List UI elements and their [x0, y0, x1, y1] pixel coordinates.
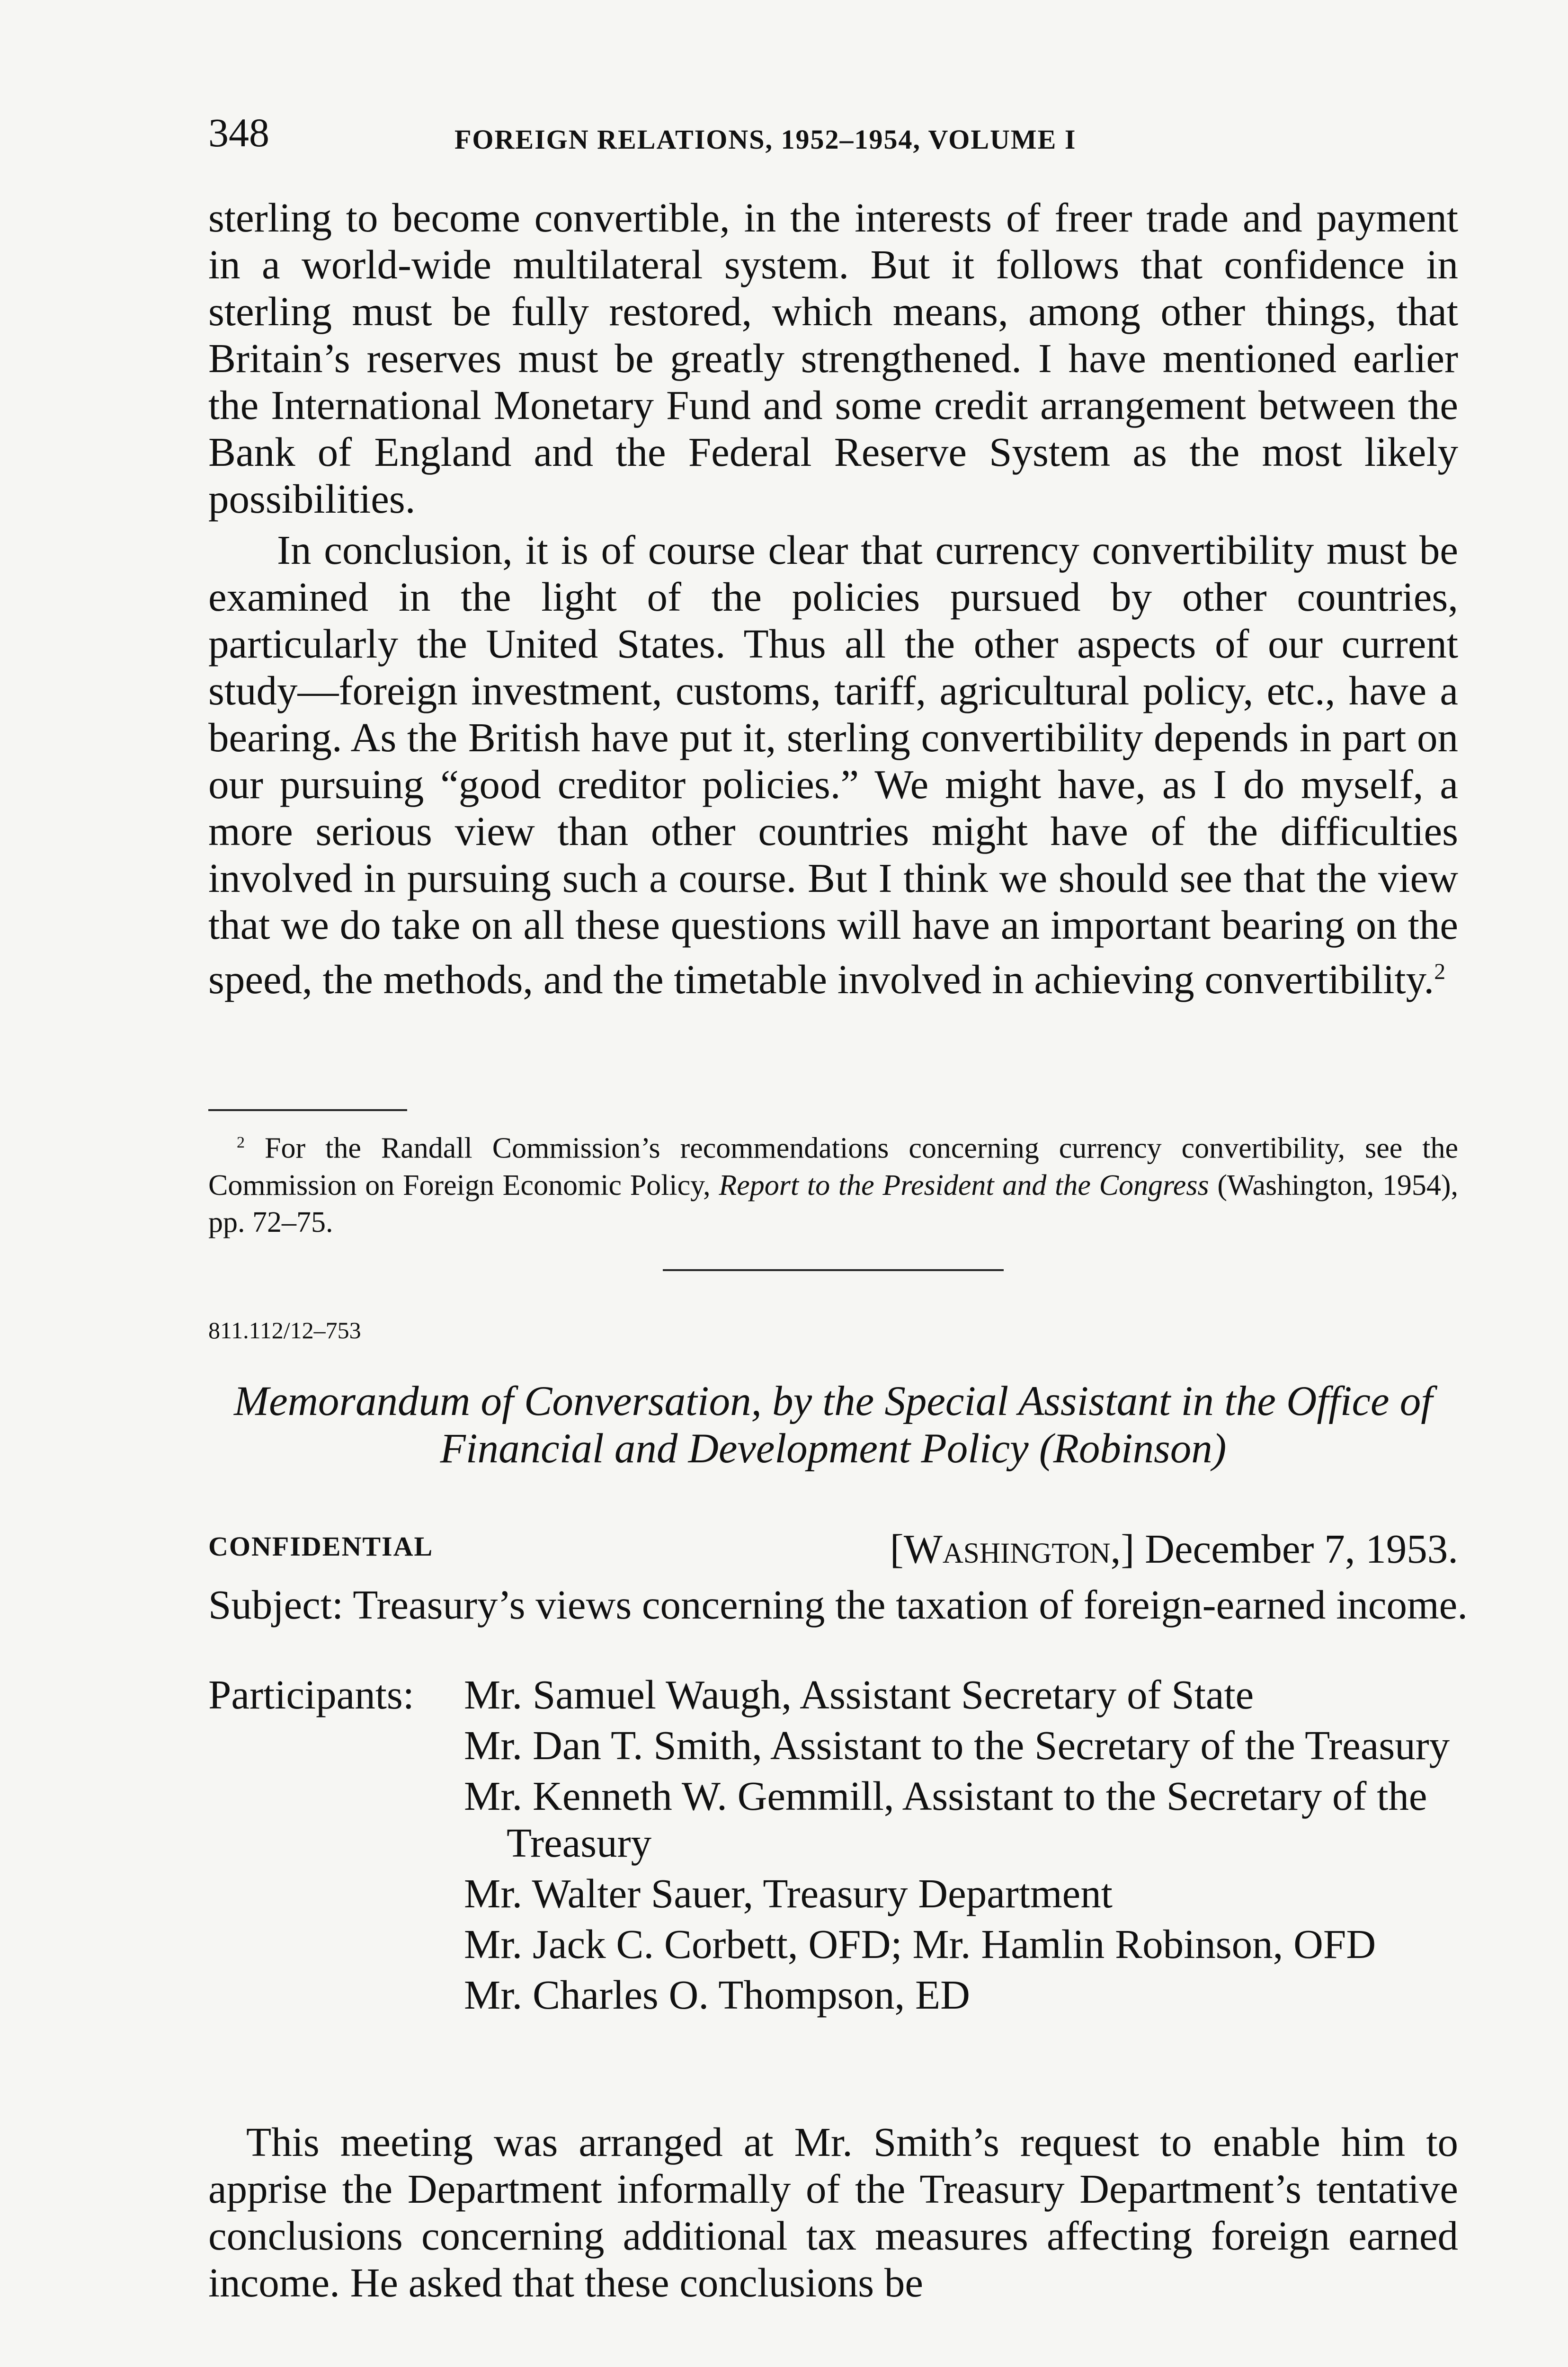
participant: Mr. Walter Sauer, Treasury Department [464, 1870, 1113, 1916]
place: [Washington,] [890, 1526, 1135, 1572]
footnote-text-before: For the Randall Commission’s recommendations concerning currency convertibility, see the Commission on Foreign Economic Policy, [208, 1132, 1459, 1201]
document-title: Memorandum of Conversation, by the Special Assistant in the Office of Financial and Development Policy (Robinson) [233, 1378, 1433, 1472]
footnote [208, 1124, 1458, 1241]
participant: Mr. Jack C. Corbett, OFD; Mr. Hamlin Robinson, OFD [464, 1921, 1376, 1967]
paragraph-1: sterling to become convertible, in the interests of freer trade and payment in a world-wide multilateral system. But it follows that confidence in sterling must be fully restored, which means, among other things, that Britain’s reserves must be greatly strengthened. I have mentioned earlier the International Monetary Fund and some credit arrangement between the Bank of England and the Federal Reserve System as the most likely possibilities. [208, 195, 1458, 522]
paragraph-2 [208, 526, 1458, 1003]
date-line [890, 1525, 1458, 1572]
page-header [208, 109, 1458, 166]
participant: Mr. Charles O. Thompson, ED [464, 1972, 970, 2018]
file-number: 811.112/12–753 [208, 1317, 361, 1344]
section-divider [663, 1269, 1004, 1271]
participants-label: Participants: [208, 1672, 414, 1717]
running-head: FOREIGN RELATIONS, 1952–1954, VOLUME I [454, 124, 1077, 155]
paragraph-3: This meeting was arranged at Mr. Smith’s request to enable him to apprise the Department informally of the Treasury Department’s tentative conclusions concerning additional tax measures affecting foreign earned income. He asked that these conclusions be [208, 2119, 1458, 2305]
participant: Mr. Samuel Waugh, Assistant Secretary of State [464, 1672, 1254, 1717]
participant: Mr. Kenneth W. Gemmill, Assistant to the Secretary of the Treasury [464, 1773, 1427, 1866]
date: December 7, 1953. [1145, 1526, 1458, 1572]
classification-label: CONFIDENTIAL [208, 1531, 434, 1562]
footnote-reference: 2 [1434, 959, 1446, 984]
footnote-italic-title: Report to the President and the Congress [719, 1169, 1209, 1201]
page-number: 348 [208, 110, 269, 155]
footnote-divider [208, 1109, 407, 1111]
participant-list [464, 1671, 1458, 2022]
participant: Mr. Dan T. Smith, Assistant to the Secretary of the Treasury [464, 1722, 1450, 1768]
footnote-marker: 2 [237, 1134, 245, 1151]
footnote-text-after: (Washington, 1954), pp. 72–75. [208, 1169, 1459, 1238]
subject-line: Subject: Treasury’s views concerning the taxation of foreign-earned income. [208, 1582, 1468, 1628]
paragraph-2-text: In conclusion, it is of course clear that currency convertibility must be examined in the light of the policies pursued by other countries, particularly the United States. Thus all the other aspects of our current study—foreign investment, customs, tariff, agricultural policy, etc., have a bearing. As the British have put it, sterling convertibility depends in part on our pursuing “good creditor policies.” We might have, as I do myself, a more serious view than other countries might have of the difficulties involved in pursuing such a course. But I think we should see that the view that we do take on all these questions will have an important bearing on the speed, the methods, and the timetable involved in achieving convertibility. [208, 527, 1458, 1002]
